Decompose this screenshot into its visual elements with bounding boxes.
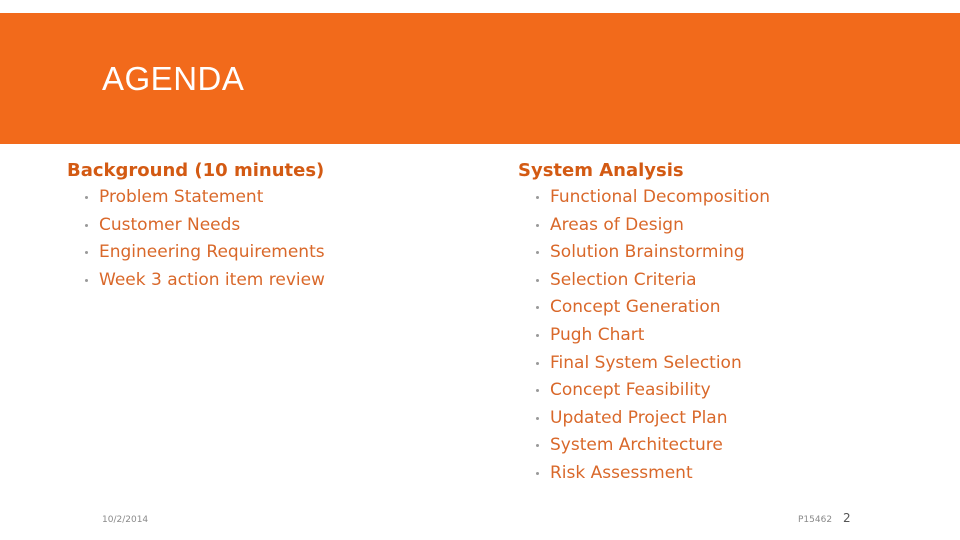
list-item [536,432,918,460]
bullet-icon [536,389,539,392]
list-item-label: Customer Needs [99,214,241,235]
list-item [536,350,918,378]
list-item-label: Functional Decomposition [550,187,771,207]
list-item [85,184,467,212]
bullet-icon [85,224,88,227]
list-item [85,239,467,267]
list-item [536,460,918,488]
list-item-label: Final System Selection [550,352,742,373]
list-item [85,212,467,240]
bullet-icon [536,444,539,447]
bullet-icon [536,362,539,365]
bullet-icon [536,472,539,475]
footer-date: 10/2/2014 [102,515,149,525]
bullet-icon [536,334,539,337]
list-item [536,294,918,322]
bullet-icon [536,224,539,227]
bullet-icon [85,196,88,199]
list-item-label: Week 3 action item review [99,269,325,290]
system-analysis-heading: System Analysis [518,160,684,181]
list-item-label: Solution Brainstorming [550,242,745,263]
footer-project-code: P15462 [798,515,833,525]
list-item [536,212,918,240]
list-item-label: Engineering Requirements [99,242,325,263]
list-item-label: Problem Statement [99,187,264,207]
list-item-label: Updated Project Plan [550,407,728,428]
list-item [536,322,918,350]
list-item [536,377,918,405]
list-item [85,267,467,295]
list-item-label: Pugh Chart [550,324,645,345]
bullet-icon [536,306,539,309]
list-item-label: Selection Criteria [550,269,697,290]
background-section [67,158,467,294]
bullet-icon [536,417,539,420]
system-analysis-list [518,184,918,488]
list-item-label: Risk Assessment [550,462,693,483]
bullet-icon [536,196,539,199]
page-number: 2 [843,511,851,525]
bullet-icon [536,279,539,282]
list-item [536,267,918,295]
list-item-label: System Architecture [550,435,723,456]
list-item [536,239,918,267]
list-item [536,184,918,212]
bullet-icon [85,279,88,282]
bullet-icon [536,251,539,254]
list-item [536,405,918,433]
slide-title: AGENDA [102,60,245,97]
background-heading: Background (10 minutes) [67,160,325,181]
list-item-label: Concept Generation [550,297,721,318]
list-item-label: Areas of Design [550,214,684,235]
background-list [67,184,467,294]
list-item-label: Concept Feasibility [550,380,711,401]
bullet-icon [85,251,88,254]
system-analysis-section [518,158,918,488]
